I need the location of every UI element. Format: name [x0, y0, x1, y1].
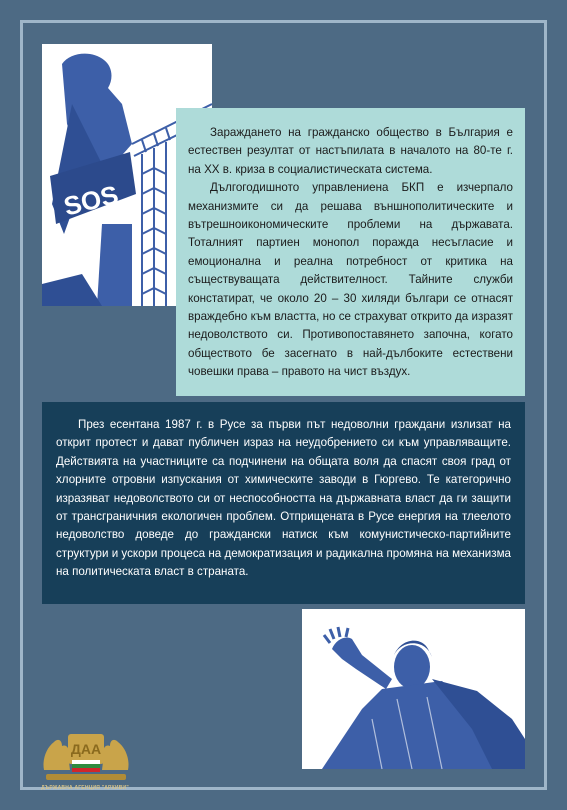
raised-arm-monument-photo — [302, 609, 525, 769]
main-paragraph: През есентана 1987 г. в Русе за първи път недоволни граждани излизат на открит протест и дават публичен израз на неудобрението си към управляващите. Действията на участниците са подчинени на общата воля да спасят своя град от хлорните отровни изпускания от химическите заводи в Гюргево. Те категорично изразяват недоволството си от неспособността на държавната власт да ги защити от трансграничния екологичен проблем. Отприщената в Русе енергия на тлеелото недоволство доведе до граждански натиск към комунистическо-партийните структури и ускори процеса на демократизация и радикална промяна на механизма на политическата власт в страната. — [56, 418, 511, 579]
sos-sign-text: SOS — [60, 179, 122, 222]
svg-text:ДАА: ДАА — [70, 741, 102, 757]
intro-text-box — [176, 108, 525, 396]
state-archives-agency-logo-icon — [36, 720, 136, 782]
main-text-box — [42, 402, 525, 604]
intro-paragraph-2: Дългогодишното управлениена БКП е изчерпало механизмите си да решава външнополитическите и вътрешноикономическите проблеми на държавата. Тоталният партиен монопол поражда несъгласие и емоционална и реална потребност от критика на съществуващата действителност. Тайните служби констатират, че около 20 – 30 хиляди българи се отнасят враждебно към властта, но се страхуват открито да изразят недоволството си. Противопоставянето започна, когато обществото бе засегнато в най-дълбоките естествени човешки права – правото на чист въздух. — [188, 181, 513, 379]
logo-caption: ДЪРЖАВНА АГЕНЦИЯ "АРХИВИ" — [41, 785, 129, 791]
intro-paragraph-1: Зараждането на гражданско общество в България е естествен резултат от настъпилата в началото на 80-те г. на XX в. криза в социалистическата система. — [188, 126, 513, 176]
